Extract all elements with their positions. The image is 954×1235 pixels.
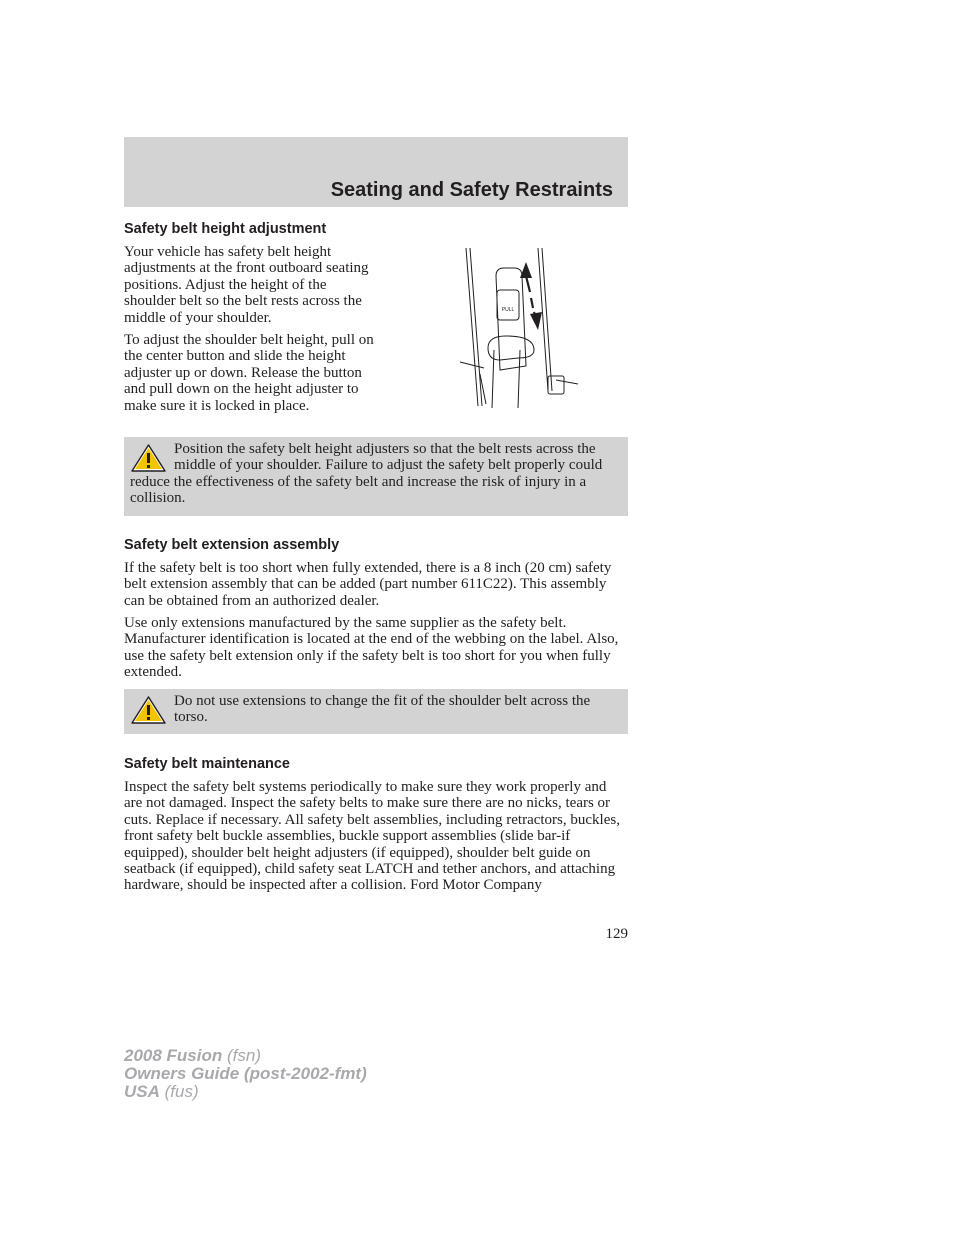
header-band — [124, 137, 628, 207]
belt-height-adjuster-illustration — [456, 246, 580, 408]
warning-box-extension — [124, 689, 628, 734]
warning-text-extension: Do not use extensions to change the fit of the shoulder belt across the torso. — [174, 693, 591, 726]
heading-height-adjustment: Safety belt height adjustment — [124, 221, 327, 237]
page-title: Seating and Safety Restraints — [330, 179, 613, 201]
pull-label: PULL — [501, 307, 515, 313]
heading-extension-assembly: Safety belt extension assembly — [124, 537, 340, 553]
footer-market-code: (fus) — [164, 1082, 199, 1101]
footer-market: USA — [124, 1082, 160, 1101]
paragraph-extension-1: If the safety belt is too short when fully extended, there is a 8 inch (20 cm) safety belt extension assembly that can be added (part number 611C22). This assembly can be obtained from an authorized dealer. — [124, 560, 612, 609]
warning-text-height: Position the safety belt height adjusters so that the belt rests across the middle of your shoulder. Failure to adjust the safety belt properly could reduce the effectiveness of the safety belt and increase the risk of injury in a collision. — [130, 441, 603, 507]
paragraph-extension-2: Use only extensions manufactured by the same supplier as the safety belt. Manufacturer identification is located at the end of the webbing on the label. Also, use the safety belt extension only if the safety belt is too short for you when fully extended. — [124, 615, 619, 681]
warning-triangle-icon — [130, 695, 167, 725]
paragraph-maintenance-1: Inspect the safety belt systems periodically to make sure they work properly and are not damaged. Inspect the safety belts to make sure there are no nicks, tears or cuts. Replace if necessary. All safety belt assemblies, including retractors, buckles, front safety belt buckle assemblies, buckle support assemblies (slide bar-if equipped), shoulder belt height adjusters (if equipped), shoulder belt guide on seatback (if equipped), child safety seat LATCH and tether anchors, and attaching hardware, should be inspected after a collision. Ford Motor Company — [124, 779, 620, 894]
heading-maintenance: Safety belt maintenance — [124, 756, 290, 772]
paragraph-height-1: Your vehicle has safety belt height adjustments at the front outboard seating positions. Adjust the height of the shoulder belt so the belt rests across the middle of your shoulder. — [124, 244, 369, 326]
footer-model-code: (fsn) — [227, 1046, 261, 1065]
warning-box-height — [124, 437, 628, 516]
footer-guide: Owners Guide (post-2002-fmt) — [124, 1064, 367, 1083]
paragraph-height-2: To adjust the shoulder belt height, pull on the center button and slide the height adjuster up or down. Release the button and pull down on the height adjuster to make sure it is locked in place. — [124, 332, 374, 414]
footer-model: 2008 Fusion — [124, 1046, 223, 1065]
warning-triangle-icon — [130, 443, 167, 473]
page-number: 129 — [605, 926, 628, 942]
footer-doc-id — [124, 1047, 367, 1101]
